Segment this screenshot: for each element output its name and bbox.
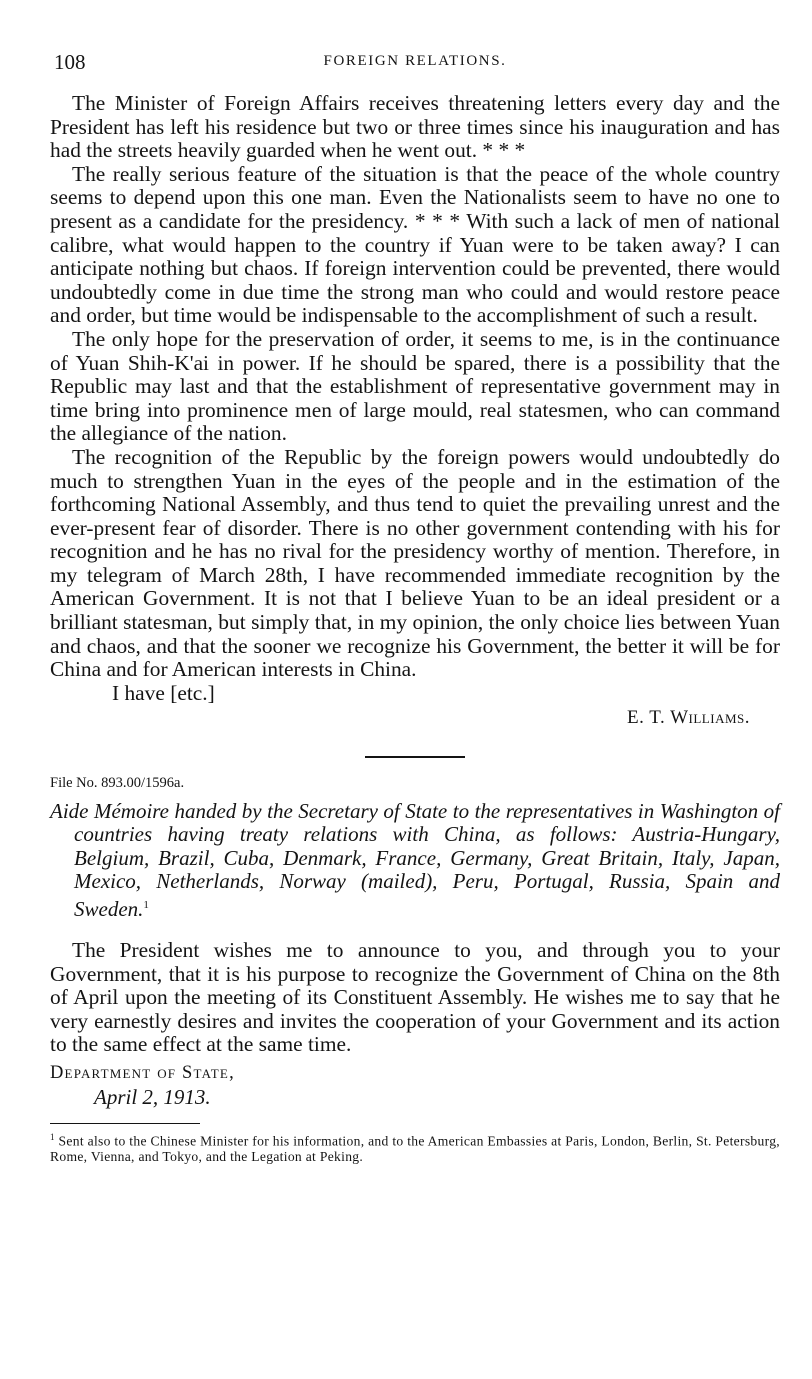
footnote (50, 1130, 780, 1165)
letter-paragraph: The Minister of Foreign Affairs receives threatening letters every day and the President has left his residence but two or three times since his inauguration and has had the streets heavily guarded when he went out. * * * (50, 91, 780, 163)
footnote-text: Sent also to the Chinese Minister for his information, and to the American Embassies at Paris, London, Berlin, St. Petersburg, Rome, Vienna, and Tokyo, and the Legation at Peking. (50, 1133, 780, 1165)
memo-body: The President wishes me to announce to you, and through you to your Government, that it is his purpose to recognize the Government of China on the 8th of April upon the meeting of its Constituent Assembly. He wishes me to say that he very earnestly desires and invites the cooperation of your Government and its action to the same effect at the same time. (50, 937, 780, 1057)
footnote-reference: 1 (143, 898, 149, 911)
memo-title (50, 800, 780, 921)
page-number: 108 (54, 50, 86, 74)
letter-paragraph: The only hope for the preservation of order, it seems to me, is in the continuance of Yuan Shih-K'ai in power. If he should be spared, there is a possibility that the Republic may last and that the establishment of representative government may in time bring into prominence men of large mould, real statesmen, who can command the allegiance of the nation. (50, 326, 780, 446)
section-divider (365, 756, 465, 758)
page-header (50, 50, 780, 74)
letter-closing: I have [etc.] (112, 680, 215, 705)
running-head: FOREIGN RELATIONS. (323, 53, 507, 69)
document-page (50, 0, 780, 1379)
memo-date: April 2, 1913. (94, 1084, 211, 1109)
footnote-divider (50, 1123, 200, 1124)
page-body (50, 92, 780, 1165)
footnote-marker: 1 (50, 1132, 55, 1143)
memo-department: Department of State, (50, 1062, 235, 1083)
letter-paragraph: The recognition of the Republic by the foreign powers would undoubtedly do much to strengthen Yuan in the eyes of the people and in the estimation of the forthcoming National Assembly, and thus tend to quiet the prevailing unrest and the ever-present fear of disorder. There is no other government contending with his for recognition and he has no rival for the presidency worthy of mention. Therefore, in my telegram of March 28th, I have recommended immediate recognition by the American Government. It is not that I believe Yuan to be an ideal president or a brilliant statesman, but simply that, in my opinion, the only choice lies between Yuan and chaos, and that the sooner we recognize his Government, the better it will be for China and for American interests in China. (50, 444, 780, 682)
memo-title-text: Aide Mémoire handed by the Secretary of State to the representatives in Washington of countries having treaty relations with China, as follows: Austria-Hungary, Belgium, Brazil, Cuba, Denmark, France, Germany, Great Britain, Italy, Japan, Mexico, Netherlands, Norway (mailed), Peru, Portugal, Russia, Spain and Sweden. (50, 798, 780, 921)
letter-paragraph: The really serious feature of the situation is that the peace of the whole country seems to depend upon this one man. Even the Nationalists seem to have no one to present as a candidate for the presidency. * * * With such a lack of men of national calibre, what would happen to the country if Yuan were to be taken away? I can anticipate nothing but chaos. If foreign intervention could be prevented, there would undoubtedly come in due time the strong man who could and would restore peace and order, but time would be indispensable to the accomplishment of such a result. (50, 161, 780, 328)
file-number: File No. 893.00/1596a. (50, 774, 185, 791)
letter-signature: E. T. Williams. (626, 707, 750, 729)
